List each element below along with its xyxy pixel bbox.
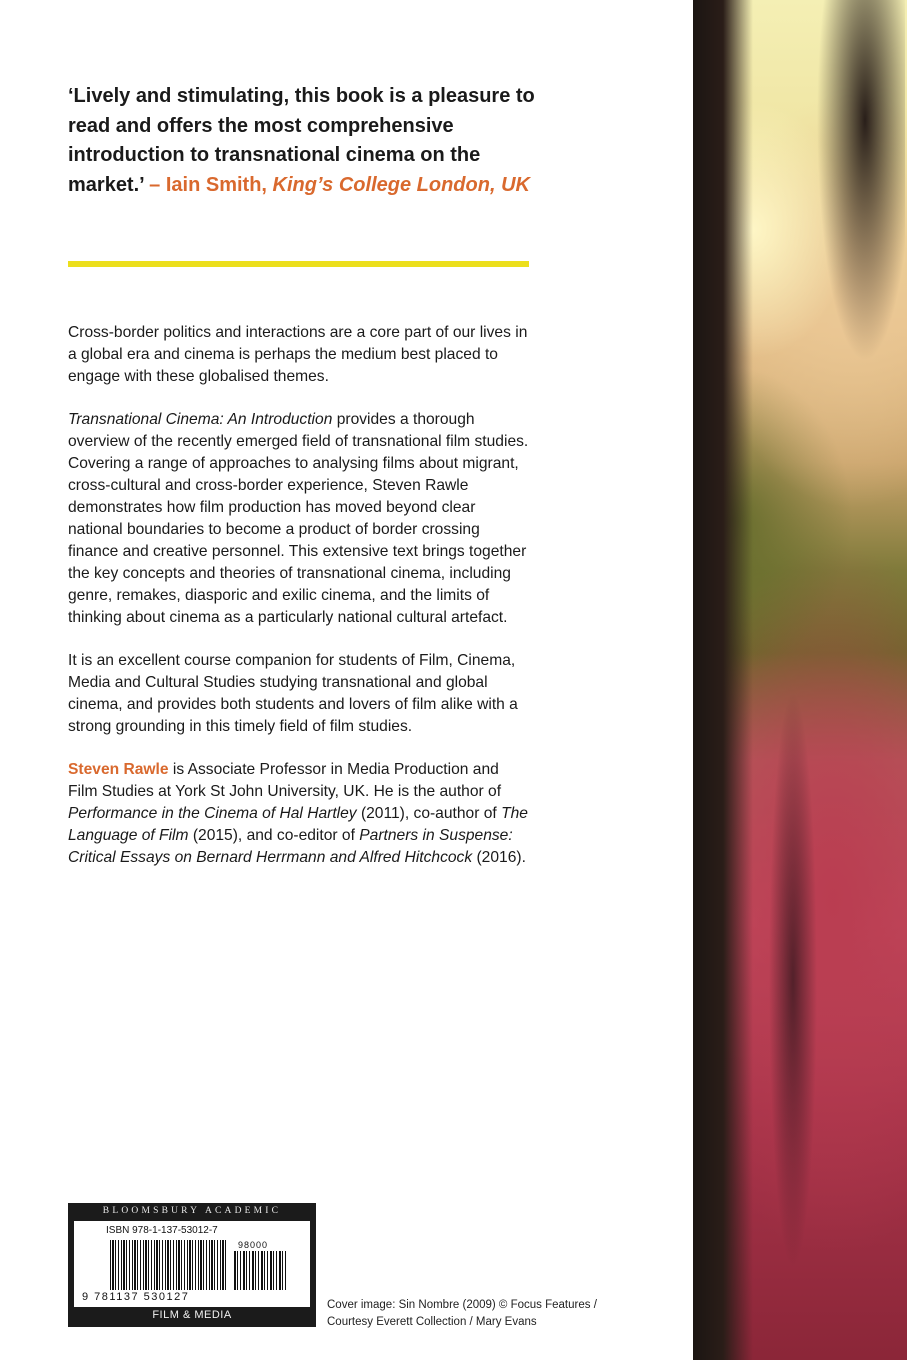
divider-rule <box>68 261 529 267</box>
bio-book-2: The Language of Film <box>68 805 528 844</box>
cover-photo <box>693 0 907 1360</box>
cover-photo-hair-strand <box>753 600 903 1360</box>
blurb-paragraph-3: It is an excellent course companion for students of Film, Cinema, Media and Cultural Studies studying transnational and global cinema, and provides both students and lovers of film alike with a strong grounding in this timely field of film studies. <box>68 652 518 735</box>
author-name: Steven Rawle <box>68 761 169 778</box>
bio-text-1: is Associate Professor in Media Production and Film Studies at York St John University, UK. He is the author of <box>68 761 502 800</box>
isbn-text: ISBN 978-1-137-53012-7 <box>106 1225 218 1236</box>
author-bio <box>68 759 530 869</box>
cover-image-credit <box>327 1297 667 1331</box>
blurb <box>68 322 530 890</box>
credit-line-1: Cover image: Sin Nombre (2009) © Focus Features / <box>327 1299 597 1311</box>
bio-book-1: Performance in the Cinema of Hal Hartley <box>68 805 357 822</box>
cover-photo-hair-left <box>693 0 753 1360</box>
bio-text-4: (2016). <box>472 849 526 866</box>
quote-attribution-name: – Iain Smith, <box>149 173 267 196</box>
barcode-addon-digits: 98000 <box>238 1240 269 1250</box>
barcode-addon-bars <box>234 1251 286 1290</box>
barcode-bars <box>110 1240 228 1290</box>
quote-text: ‘Lively and stimulating, this book is a pleasure to read and offers the most comprehensive introduction to transnational cinema on the market.’ <box>68 85 535 196</box>
blurb-paragraph-1: Cross-border politics and interactions are a core part of our lives in a global era and cinema is perhaps the medium best placed to engage with these globalised themes. <box>68 324 528 385</box>
credit-line-2: Courtesy Everett Collection / Mary Evans <box>327 1316 537 1328</box>
cover-photo-hair-top <box>785 0 905 560</box>
blurb-paragraph-2-text: provides a thorough overview of the recently emerged field of transnational film studies. Covering a range of approaches to analysing films about migrant, cross-cultural and cross-border experience, Steven Rawle demonstrates how film production has moved beyond clear national boundaries to become a product of border crossing finance and creative personnel. This extensive text brings together the key concepts and theories of transnational cinema, including genre, remakes, diasporic and exilic cinema, and the limits of thinking about cinema as a particularly national cultural artefact. <box>68 411 529 626</box>
barcode-panel <box>68 1203 316 1327</box>
barcode-digits: 9 781137 530127 <box>82 1291 190 1303</box>
bio-book-3: Partners in Suspense: Critical Essays on Bernard Herrmann and Alfred Hitchcock <box>68 827 513 866</box>
barcode-area <box>74 1221 310 1307</box>
blurb-paragraph-2 <box>68 409 530 629</box>
book-title: Transnational Cinema: An Introduction <box>68 411 333 428</box>
category-label: FILM & MEDIA <box>152 1309 232 1321</box>
bio-text-2: (2011), co-author of <box>356 805 502 822</box>
publisher-logo: BLOOMSBURY ACADEMIC <box>102 1206 282 1216</box>
bio-text-3: (2015), and co-editor of <box>188 827 360 844</box>
quote-attribution-affiliation: King’s College London, UK <box>272 173 530 196</box>
review-quote <box>68 82 538 200</box>
